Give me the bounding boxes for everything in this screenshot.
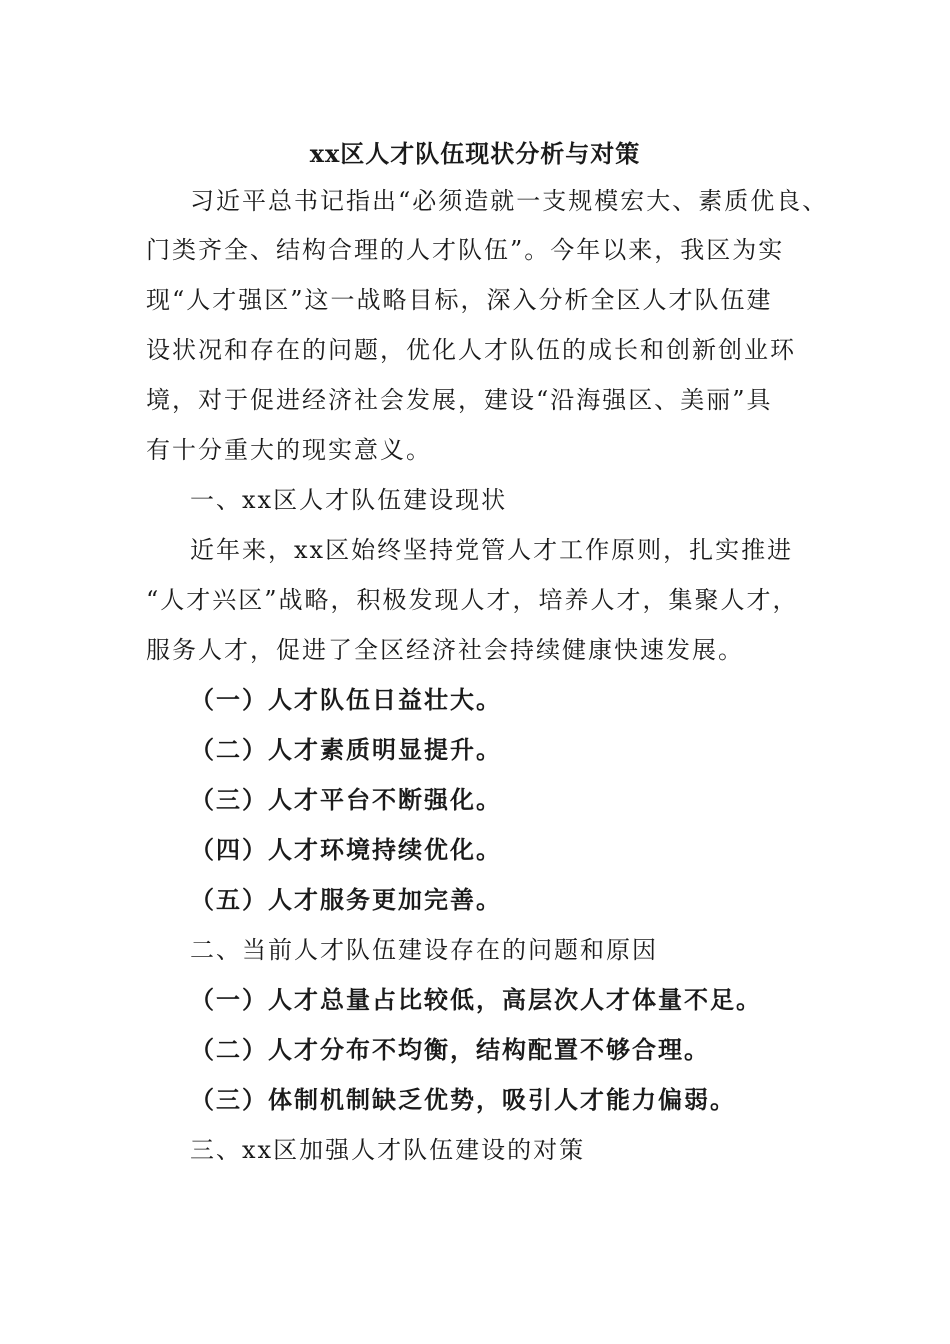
section1-body-line-3: 服务人才，促进了全区经济社会持续健康快速发展。: [146, 636, 744, 664]
section1-body-line-2: “人才兴区”战略，积极发现人才，培养人才，集聚人才，: [146, 586, 799, 614]
section1-item-3: （三）人才平台不断强化。: [190, 785, 502, 814]
intro-line-2: 门类齐全、结构合理的人才队伍”。今年以来，我区为实: [146, 236, 785, 264]
section1-item-5: （五）人才服务更加完善。: [190, 885, 502, 914]
section1-item-2: （二）人才素质明显提升。: [190, 735, 502, 764]
section1-body-line-1: 近年来，xx区始终坚持党管人才工作原则，扎实推进: [190, 536, 794, 564]
section1-heading: 一、xx区人才队伍建设现状: [190, 486, 508, 514]
section3-heading: 三、xx区加强人才队伍建设的对策: [190, 1136, 586, 1164]
document-title: xx区人才队伍现状分析与对策: [309, 139, 641, 168]
section1-item-4: （四）人才环境持续优化。: [190, 835, 502, 864]
intro-line-6: 有十分重大的现实意义。: [146, 436, 432, 464]
section2-item-2: （二）人才分布不均衡，结构配置不够合理。: [190, 1035, 710, 1064]
section2-item-1: （一）人才总量占比较低，高层次人才体量不足。: [190, 985, 762, 1014]
section1-item-1: （一）人才队伍日益壮大。: [190, 685, 502, 714]
intro-line-5: 境，对于促进经济社会发展，建设“沿海强区、美丽”具: [146, 386, 773, 414]
intro-line-4: 设状况和存在的问题，优化人才队伍的成长和创新创业环: [146, 336, 796, 364]
section2-heading: 二、当前人才队伍建设存在的问题和原因: [190, 936, 658, 964]
intro-line-1: 习近平总书记指出“必须造就一支规模宏大、素质优良、: [190, 187, 829, 215]
section2-item-3: （三）体制机制缺乏优势，吸引人才能力偏弱。: [190, 1085, 736, 1114]
intro-line-3: 现“人才强区”这一战略目标，深入分析全区人才队伍建: [146, 286, 773, 314]
